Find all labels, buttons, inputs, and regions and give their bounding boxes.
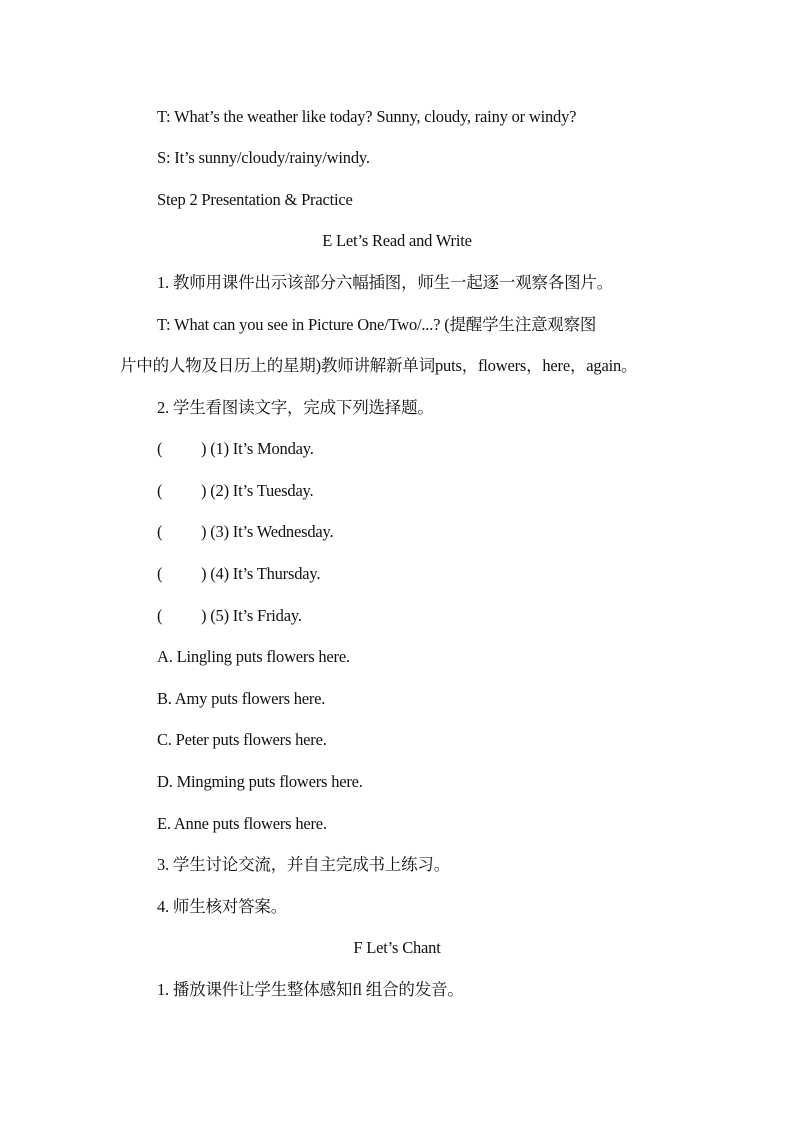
answer-paren: ( — [157, 606, 163, 625]
answer-paren: ( — [157, 522, 163, 541]
question-text: ) (1) It’s Monday. — [201, 439, 314, 458]
answer-paren: ( — [157, 481, 163, 500]
question-4 — [157, 563, 320, 585]
instruction-2: 2. 学生看图读文字，完成下列选择题。 — [157, 398, 434, 417]
question-text: ) (4) It’s Thursday. — [201, 564, 321, 583]
question-2 — [157, 480, 313, 502]
option-c: C. Peter puts flowers here. — [157, 730, 327, 749]
question-text: ) (3) It’s Wednesday. — [201, 522, 334, 541]
dialogue-teacher-weather: T: What’s the weather like today? Sunny, cloudy, rainy or windy? — [157, 107, 577, 126]
teacher-question: T: What can you see in Picture One/Two/...? (提醒学生注意观察图 — [157, 315, 597, 334]
teacher-question-continued: 片中的人物及日历上的星期)教师讲解新单词puts，flowers，here，again。 — [120, 356, 638, 375]
question-text: ) (2) It’s Tuesday. — [201, 481, 314, 500]
question-5 — [157, 605, 302, 627]
instruction-1: 1. 教师用课件出示该部分六幅插图，师生一起逐一观察各图片。 — [157, 273, 614, 292]
instruction-5: 1. 播放课件让学生整体感知fl 组合的发音。 — [157, 980, 464, 999]
section-f-title: F Let’s Chant — [353, 938, 441, 957]
section-e-title: E Let’s Read and Write — [322, 231, 472, 250]
question-3 — [157, 521, 333, 543]
option-b: B. Amy puts flowers here. — [157, 689, 326, 708]
dialogue-student-weather: S: It’s sunny/cloudy/rainy/windy. — [157, 148, 370, 167]
question-1 — [157, 438, 314, 460]
option-d: D. Mingming puts flowers here. — [157, 772, 363, 791]
step-heading: Step 2 Presentation & Practice — [157, 190, 353, 209]
answer-paren: ( — [157, 439, 163, 458]
option-a: A. Lingling puts flowers here. — [157, 647, 350, 666]
answer-paren: ( — [157, 564, 163, 583]
instruction-4: 4. 师生核对答案。 — [157, 897, 288, 916]
question-text: ) (5) It’s Friday. — [201, 606, 302, 625]
option-e: E. Anne puts flowers here. — [157, 814, 327, 833]
instruction-3: 3. 学生讨论交流，并自主完成书上练习。 — [157, 855, 451, 874]
